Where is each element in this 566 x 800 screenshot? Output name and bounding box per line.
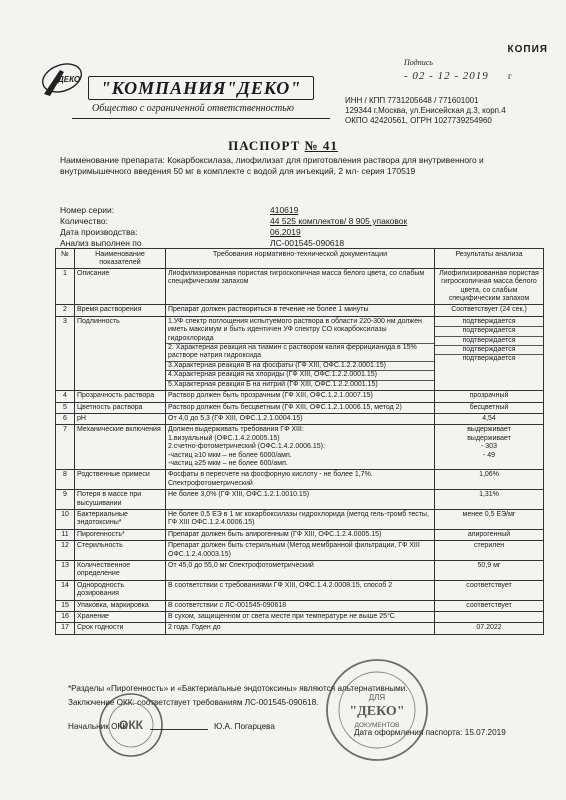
result-cell	[435, 600, 544, 611]
result-text: Соответствует (24 сек.)	[451, 306, 527, 314]
preparation-block	[60, 155, 530, 176]
result-text: 07.2022	[476, 624, 502, 632]
table-row	[56, 268, 544, 305]
result-text: подтверждается	[435, 336, 543, 345]
result-text: Лиофилизированная пористая гигроскопичная масса белого цвета, со слабым специфическим запахом	[439, 269, 539, 303]
requirement-cell	[166, 490, 435, 510]
requirement-text: 2. Характерная реакция на тиамин с раствором калия феррицианида в 15% растворе натрия гидроксида	[166, 343, 434, 361]
result-text: апирогенный	[467, 530, 511, 538]
col-header: Требования нормативно-технической документации	[166, 249, 435, 269]
requisite-line: ИНН / КПП 7731205648 / 771601001	[345, 96, 479, 105]
row-number: 3	[56, 316, 75, 390]
row-number: 11	[56, 529, 75, 540]
requirement-cell	[166, 268, 435, 305]
company-stamp-icon	[322, 655, 432, 765]
result-text: 1,31%	[479, 491, 499, 499]
okk-stamp-icon	[96, 690, 166, 760]
company-requisites	[345, 96, 506, 126]
col-header: №	[56, 249, 75, 269]
requirement-text: Лиофилизированная пористая гигроскопичная масса белого цвета, со слабым специфическим запахом	[168, 269, 425, 286]
indicator-name: Потеря в массе при высушивании	[75, 490, 166, 510]
row-number: 9	[56, 490, 75, 510]
result-text: менее 0,5 ЕЭ/мг	[462, 510, 516, 518]
result-text: 50,9 мг	[477, 562, 501, 569]
requirement-cell	[166, 509, 435, 529]
indicator-name: pH	[75, 413, 166, 424]
requirement-cell	[166, 305, 435, 316]
row-number: 8	[56, 470, 75, 490]
row-number: 15	[56, 600, 75, 611]
table-row	[56, 509, 544, 529]
requirement-text: 3.Характерная реакция В на фосфаты (ГФ XIII, ОФС.1.2.2.0001.15)	[166, 361, 434, 370]
requirement-cell	[166, 529, 435, 540]
indicator-name: Бактериальные эндотоксины*	[75, 509, 166, 529]
requirement-text: Не более 3,0% (ГФ XIII, ОФС.1.2.1.0010.15)	[168, 491, 310, 499]
requirement-cell	[166, 391, 435, 402]
requisite-line: 129344 г.Москва, ул.Енисейская д.3, корп.4	[345, 106, 506, 115]
requirement-cell	[166, 470, 435, 490]
info-label: Дата производства:	[60, 227, 138, 237]
table-row	[56, 561, 544, 581]
table-header-row	[56, 249, 544, 269]
result-cell	[435, 623, 544, 634]
indicator-name: Подлинность	[75, 316, 166, 390]
requirement-text: Раствор должен быть прозрачным (ГФ XIII, ОФС.1.2.1.0007.15)	[168, 392, 373, 400]
requirement-text: В соответствии с ЛС-001545-090618	[168, 601, 287, 609]
table-row	[56, 305, 544, 316]
result-cell	[435, 580, 544, 600]
result-text: стерилен	[473, 542, 505, 550]
indicator-name: Время растворения	[75, 305, 166, 316]
footnote: *Разделы «Пирогенность» и «Бактериальные эндотоксины» являются альтернативными.	[68, 684, 408, 693]
table-row	[56, 600, 544, 611]
info-label: Номер серии:	[60, 205, 115, 215]
chief-label: Начальник ОКК	[68, 722, 128, 731]
preparation-text: Кокарбоксилаза, лиофилизат для приготовления раствора для внутривенного и внутримышечного введения 50 мг в комплекте с водой для инъекций, 2 мл- серия 170519	[60, 155, 484, 176]
row-number: 1	[56, 268, 75, 305]
row-number: 2	[56, 305, 75, 316]
result-cell	[435, 391, 544, 402]
header-divider	[72, 118, 330, 119]
result-text: подтверждается	[435, 326, 543, 335]
okk-stamp-text: ОКК	[119, 718, 143, 732]
requirement-text: От 4,0 до 5,3 (ГФ XIII, ОФС.1.2.1.0004.15)	[168, 414, 303, 422]
result-cell	[435, 316, 544, 390]
result-cell	[435, 561, 544, 581]
requirement-text: 4.Характерная реакция на хлориды (ГФ XIII, ОФС.1.2.2.0001.15)	[166, 370, 434, 379]
result-text: 4,54	[482, 414, 496, 422]
table-row	[56, 470, 544, 490]
table-row	[56, 541, 544, 561]
indicator-name: Цветность раствора	[75, 402, 166, 413]
requirement-text: 1.УФ спектр поглощения испытуемого раствора в области 220-300 нм должен иметь максимум и быть идентичен УФ спектру СО кокарбоксилазы гидрохлорида	[168, 317, 422, 342]
table-row	[56, 529, 544, 540]
info-value: 06.2019	[270, 227, 301, 237]
result-cell	[435, 612, 544, 623]
result-cell	[435, 470, 544, 490]
row-number: 14	[56, 580, 75, 600]
stamp-top-text: ДЛЯ	[368, 693, 386, 702]
indicator-name: Упаковка, маркировка	[75, 600, 166, 611]
indicator-name: Родственные примеси	[75, 470, 166, 490]
chief-name: Ю.А. Погарцева	[214, 722, 275, 731]
info-label: Анализ выполнен по	[60, 238, 142, 248]
info-value: 44 525 комплектов/ 8 905 упаковок	[270, 216, 408, 226]
handwritten-date: - 02 - 12 - 2019	[404, 70, 489, 82]
table-row	[56, 580, 544, 600]
result-text: - 303	[481, 443, 497, 451]
requirement-text: От 45,0 до 55,0 мг Спектрофотометрический	[168, 562, 314, 569]
title-number: № 41	[304, 138, 338, 153]
title-word: ПАСПОРТ	[228, 138, 301, 153]
requirement-cell	[166, 612, 435, 623]
row-number: 16	[56, 612, 75, 623]
company-subtitle: Общество с ограниченной ответственностью	[92, 103, 294, 114]
requirement-text: 1.визуальный (ОФС.1.4.2.0005.15)	[168, 434, 280, 442]
document-title	[0, 138, 566, 154]
requirement-cell	[166, 623, 435, 634]
info-label: Количество:	[60, 216, 109, 226]
info-value: 410619	[270, 205, 299, 215]
requirement-text: Раствор должен быть бесцветным (ГФ XIII, ОФС.1.2.1.0006.15, метод 2)	[168, 403, 402, 411]
row-number: 12	[56, 541, 75, 561]
requirement-text: 2 года. Годен до	[168, 624, 221, 632]
table-row	[56, 391, 544, 402]
stamp-center-text: "ДЕКО"	[349, 704, 405, 719]
result-cell	[435, 541, 544, 561]
requirement-text: Должен выдерживать требования ГФ XIII:	[168, 426, 304, 434]
indicator-name: Пирогенность*	[75, 529, 166, 540]
result-text: соответствует	[466, 581, 512, 589]
result-cell	[435, 268, 544, 305]
result-cell	[435, 413, 544, 424]
signature-label: Подпись	[404, 58, 433, 67]
result-cell	[435, 490, 544, 510]
stamp-sub-text: ДОКУМЕНТОВ	[354, 722, 400, 729]
col-header: Результаты анализа	[435, 249, 544, 269]
requirement-cell	[166, 316, 435, 390]
row-number: 10	[56, 509, 75, 529]
row-number: 17	[56, 623, 75, 634]
indicator-name: Стерильность	[75, 541, 166, 561]
result-text: бесцветный	[469, 403, 509, 411]
copy-mark: КОПИЯ	[507, 44, 548, 55]
company-logo-icon	[38, 60, 90, 100]
result-text: 1,06%	[479, 471, 499, 479]
result-cell	[435, 509, 544, 529]
result-cell	[435, 425, 544, 470]
result-cell	[435, 529, 544, 540]
conclusion: Заключение ОКК: соответствует требованиям ЛС-001545-090618.	[68, 698, 319, 707]
table-row	[56, 425, 544, 470]
table-row	[56, 413, 544, 424]
row-number: 7	[56, 425, 75, 470]
requirement-cell	[166, 402, 435, 413]
issue-date: Дата оформления паспорта: 15.07.2019	[354, 728, 506, 737]
requirement-text: В сухом, защищенном от света месте при температуре не выше 25°С	[168, 613, 395, 621]
indicator-name: Описание	[75, 268, 166, 305]
logo-text: ДЕКО	[58, 75, 81, 84]
indicator-name: Срок годности	[75, 623, 166, 634]
requirement-cell	[166, 561, 435, 581]
result-text: - 49	[482, 451, 496, 459]
col-header: Наименование показателей	[75, 249, 166, 269]
indicator-name: Механические включения	[75, 425, 166, 470]
company-name: "КОМПАНИЯ"ДЕКО"	[88, 76, 314, 100]
result-text: выдерживает	[467, 434, 511, 442]
row-number: 4	[56, 391, 75, 402]
requirement-text: 2.счетно-фотометрический (ОФС.1.4.2.0006.15):	[168, 443, 325, 451]
analysis-table	[55, 248, 544, 635]
requirement-cell	[166, 413, 435, 424]
requirement-text: Не более 0,5 ЕЭ в 1 мг кокарбоксилазы гидрохлорида (метод гель-тромб тесты, ГФ XIII ОФС.1.2.4.0006.15)	[168, 510, 429, 527]
indicator-name: Однородность дозирования	[75, 580, 166, 600]
preparation-label: Наименование препарата:	[60, 155, 165, 165]
result-text: подтверждается	[462, 317, 516, 325]
requirement-cell	[166, 425, 435, 470]
table-body	[56, 268, 544, 634]
year-suffix: г	[508, 71, 512, 81]
table-row	[56, 490, 544, 510]
row-number: 5	[56, 402, 75, 413]
requirement-text: Препарат должен раствориться в течение не более 1 минуты	[168, 306, 369, 314]
requirement-text: В соответствии с требованиями ГФ XIII, ОФС.1.4.2.0008.15, способ 2	[168, 581, 393, 589]
requirement-text: -частиц ≥10 мкм – не более 6000/амп.	[168, 451, 292, 459]
indicator-name: Количественное определение	[75, 561, 166, 581]
requirement-cell	[166, 600, 435, 611]
result-text: подтверждается	[435, 345, 543, 354]
result-cell	[435, 305, 544, 316]
requirement-cell	[166, 541, 435, 561]
row-number: 6	[56, 413, 75, 424]
batch-info	[60, 205, 530, 249]
result-text: соответствует	[466, 601, 512, 609]
result-cell	[435, 402, 544, 413]
table-row	[56, 612, 544, 623]
info-value: ЛС-001545-090618	[270, 238, 345, 248]
result-text: подтверждается	[435, 354, 543, 363]
indicator-name: Прозрачность раствора	[75, 391, 166, 402]
row-number: 13	[56, 561, 75, 581]
requisite-line: ОКПО 42420561, ОГРН 1027739254960	[345, 116, 492, 125]
result-text: прозрачный	[469, 392, 509, 400]
table-row	[56, 623, 544, 634]
requirement-text: Препарат должен быть стерильным (Метод мембранной фильтрации, ГФ XIII ОФС.1.2.4.0003.15)	[168, 542, 420, 558]
indicator-name: Хранение	[75, 612, 166, 623]
table-row	[56, 402, 544, 413]
requirement-text: -частиц ≥25 мкм – не более 600/амп.	[168, 459, 288, 467]
requirement-text: Препарат должен быть апирогенным (ГФ XIII, ОФС.1.2.4.0005.15)	[168, 530, 382, 538]
result-text: выдерживает	[467, 426, 511, 434]
table-row	[56, 316, 544, 390]
requirement-text: Фосфаты в пересчете на фосфорную кислоту - не более 1,7%. Спектрофотометрический	[168, 471, 373, 487]
requirement-cell	[166, 580, 435, 600]
requirement-text: 5.Характерная реакция Б на нитрий (ГФ XIII, ОФС.1.2.2.0001.15)	[166, 380, 434, 389]
